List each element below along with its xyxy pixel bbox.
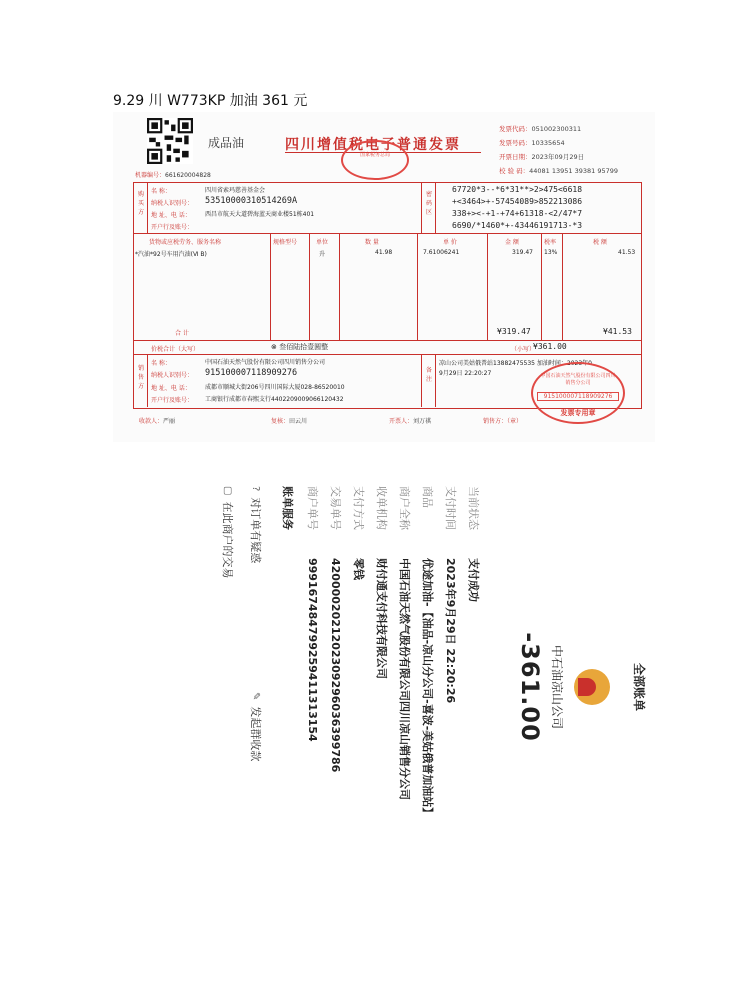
detail-key: 支付时间 <box>444 486 457 530</box>
buyer-tax-label: 纳税人识别号： <box>151 200 194 207</box>
payment-record <box>114 462 656 912</box>
detail-value: 零钱 <box>352 558 365 580</box>
col-header-tax: 税 额 <box>593 239 607 246</box>
order-question-link[interactable]: ? 对订单有疑惑 <box>249 486 262 564</box>
reviewer: 复核：田云川 <box>271 418 308 425</box>
buyer-addr-label: 地 址、电 话： <box>151 212 191 219</box>
buyer-bank-label: 开户行及账号： <box>151 224 194 231</box>
divider <box>133 233 641 234</box>
total-amount: ¥319.47 <box>497 327 531 336</box>
detail-row <box>374 486 388 891</box>
divider <box>562 233 563 340</box>
detail-value: 支付成功 <box>467 558 480 602</box>
payment-record-area <box>114 462 656 912</box>
detail-row <box>420 486 434 891</box>
divider <box>133 340 641 341</box>
divider <box>147 182 148 233</box>
group-collect-link[interactable]: ✎ 发起群收款 <box>249 692 262 762</box>
detail-row <box>305 486 319 891</box>
detail-row <box>466 486 480 891</box>
tax-bureau-stamp <box>341 140 409 180</box>
drawer: 开票人：刘万祺 <box>389 418 432 425</box>
detail-key: 支付方式 <box>352 486 365 530</box>
detail-value: 中国石油天然气股份有限公司四川凉山销售分公司 <box>398 558 411 800</box>
detail-value: 优途加油-【油品-凉山分公司-喜波-美姑俄普加油站】 <box>421 558 434 819</box>
cipher-line: 338+><-+1-+74+61318-<2/47*7 <box>452 209 583 218</box>
buyer-side-label: 购买方 <box>137 191 144 216</box>
buyer-addr: 西昌市航天大道碧海蓝天商业楼51栋401 <box>205 211 315 218</box>
seller-tax-label: 纳税人识别号： <box>151 372 194 379</box>
detail-key: 交易单号 <box>329 486 342 530</box>
merchant-logo-icon <box>574 669 610 705</box>
seal-kind: 发票专用章 <box>560 409 596 417</box>
detail-value: 财付通支付科技有限公司 <box>375 558 388 679</box>
payment-amount: -361.00 <box>516 632 544 742</box>
bill-service-title: 账单服务 <box>281 486 294 530</box>
detail-value: 4200002021202309296036399786 <box>329 558 342 773</box>
check-code: 校 验 码：44081 13951 39381 95799 <box>499 167 619 175</box>
machine-number: 机器编号：661620004828 <box>135 172 211 179</box>
remark-line: 凉山公司美姑俄普站13882475535 加油时间：2023年0 <box>439 360 592 367</box>
item-price: 7.61006241 <box>423 249 460 256</box>
photo-caption: 9.29 川 W773KP 加油 361 元 <box>113 93 308 109</box>
divider <box>417 233 418 340</box>
total-label: 合 计 <box>175 330 189 337</box>
col-header-name: 货物或应税劳务、服务名称 <box>149 239 222 246</box>
buyer-name-label: 名 称： <box>151 188 171 195</box>
seal-code: 915100007118909276 <box>537 392 619 401</box>
list-icon: ▢ <box>222 486 234 496</box>
invoice-number: 发票号码：10335654 <box>499 139 565 147</box>
detail-row <box>351 486 365 891</box>
seller-signature: 销售方：（章） <box>483 418 523 425</box>
total-tax: ¥41.53 <box>603 327 632 336</box>
cipher-line: +<3464>+-57454089>852213086 <box>452 197 583 206</box>
invoice-title: 四川增值税电子普通发票 <box>285 137 461 153</box>
item-amount: 319.47 <box>512 249 533 256</box>
col-header-price: 单 价 <box>443 239 457 246</box>
col-header-amount: 金 额 <box>505 239 519 246</box>
grand-total-label: 价税合计（大写） <box>151 346 200 353</box>
qr-code-icon <box>147 118 193 164</box>
remark-line: 9月29日 22:20:27 <box>439 370 492 377</box>
seller-name: 中国石油天然气股份有限公司四川销售分公司 <box>205 359 326 366</box>
buyer-name: 四川省索玛慈善基金会 <box>205 187 266 194</box>
detail-key: 商品 <box>421 486 434 508</box>
cipher-line: 6690/*1460*+-43446191713-*3 <box>452 221 583 230</box>
divider <box>133 354 641 355</box>
group-icon: ✎ <box>250 692 262 701</box>
buyer-tax-id: 53510000310514269A <box>205 196 298 206</box>
detail-value: 2023年9月29日 22:20:26 <box>444 558 457 704</box>
detail-key: 商户全称 <box>398 486 411 530</box>
cipher-line: 67720*3--*6*31**>2>475<6618 <box>452 185 583 194</box>
remark-label: 备注 <box>425 367 432 383</box>
divider <box>435 354 436 407</box>
col-header-unit: 单位 <box>316 239 329 246</box>
e-invoice <box>113 112 655 442</box>
detail-list <box>296 486 480 891</box>
seller-side-label: 销售方 <box>137 365 144 390</box>
seller-name-label: 名 称： <box>151 360 171 367</box>
merchant-transactions-link[interactable]: ▢ 在此商户的交易 <box>221 486 234 579</box>
merchant-name: 中石油凉山公司 <box>550 644 564 729</box>
divider <box>435 182 436 233</box>
tax-bureau-stamp-text: 国家税务总局 <box>359 152 390 158</box>
divider <box>421 182 422 233</box>
detail-row <box>443 486 457 891</box>
grand-small-label: （小写） <box>511 346 536 353</box>
detail-row <box>397 486 411 891</box>
divider <box>421 354 422 407</box>
seal-arc-text: 中国石油天然气股份有限公司四川销售分公司 <box>540 373 616 386</box>
divider <box>541 233 542 340</box>
question-icon: ? <box>250 486 262 492</box>
detail-key: 收单机构 <box>375 486 388 530</box>
invoice-kind: 成品油 <box>208 136 245 150</box>
bill-page-title: 全部账单 <box>632 662 646 711</box>
seller-tax-id: 915100007118909276 <box>205 368 298 378</box>
item-rate: 13% <box>544 249 558 256</box>
divider <box>339 233 340 340</box>
item-tax: 41.53 <box>618 249 636 256</box>
item-name: *汽油*92号车用汽油(Ⅵ B) <box>135 251 207 258</box>
cipher-label: 密码区 <box>425 191 432 216</box>
col-header-qty: 数 量 <box>365 239 379 246</box>
invoice-date: 开票日期：2023年09月29日 <box>499 153 585 161</box>
grand-total-words: ⊗ 叁佰陆拾壹圆整 <box>271 343 329 351</box>
divider <box>487 233 488 340</box>
detail-row <box>328 486 342 891</box>
invoice-seal <box>531 362 625 424</box>
divider <box>147 354 148 407</box>
seller-addr: 成都市顺城大街206号四川国际大厦028-86520010 <box>205 384 345 391</box>
invoice-code: 发票代码：051002300311 <box>499 125 582 133</box>
grand-total-small: ¥361.00 <box>533 342 567 351</box>
divider <box>309 233 310 340</box>
detail-value: 999167484799259411313154 <box>306 558 319 742</box>
col-header-rate: 税率 <box>544 239 557 246</box>
detail-key: 商户单号 <box>306 486 319 530</box>
seller-bank: 工商银行成都市春熙支行4402209009066120432 <box>205 396 344 403</box>
detail-key: 当前状态 <box>467 486 480 530</box>
col-header-spec: 规格型号 <box>273 239 298 246</box>
item-qty: 41.98 <box>375 249 393 256</box>
item-unit: 升 <box>319 251 326 258</box>
seller-bank-label: 开户行及账号： <box>151 397 194 404</box>
divider <box>270 233 271 340</box>
payee: 收款人：严丽 <box>139 418 176 425</box>
seller-addr-label: 地 址、电 话： <box>151 385 191 392</box>
